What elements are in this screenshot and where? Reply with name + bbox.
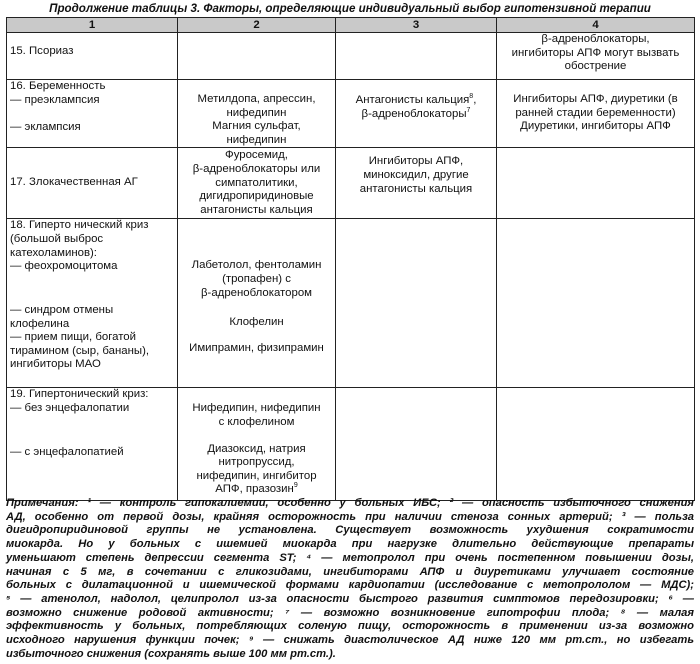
- table-caption: Продолжение таблицы 3. Факторы, определяющие индивидуальный выбор гипотензивной терапии: [49, 2, 651, 15]
- header-row: [7, 18, 695, 33]
- cell-possible: [336, 388, 497, 501]
- column-header: 1: [7, 18, 178, 33]
- note-line: дигидропиридиновой группы не установлена. Существует возможность ухудшения сократимости: [6, 524, 694, 537]
- cell-recommended: Метилдопа, апрессин, нифедипин Магния сульфат, нифедипин: [178, 80, 336, 148]
- note-line: избыточного снижения (сохранять выше 100 мм рт.ст.).: [6, 647, 336, 660]
- table-row: [7, 80, 695, 148]
- note-line: АД, особенно от первой дозы, крайняя осторожность при наличии стеноза сонных артерий; ³ — польза: [6, 510, 694, 523]
- cell-possible: Антагонисты кальция$^8$, β-адреноблокаторы$^7$: [336, 80, 497, 148]
- cell-factor: 18. Гиперто нический криз (большой выброс катехоламинов): — феохромоцитома — синдром отмены клофелина — прием пищи, богатой тирамином (сыр, бананы), ингибиторы МАО: [7, 219, 178, 388]
- note-line: Примечания: ¹ — контроль гипокалиемии, особенно у больных ИБС; ² — опасность избыточного снижения: [6, 497, 694, 509]
- factors-table: [6, 17, 695, 501]
- table-row: [7, 219, 695, 388]
- table-notes: [6, 497, 694, 661]
- cell-possible: [336, 33, 497, 80]
- column-header: 4: [497, 18, 695, 33]
- cell-recommended: Лабетолол, фентоламин (тропафен) с β-адреноблокатором Клофелин Имипрамин, физипрамин: [178, 219, 336, 388]
- cell-recommended: Нифедипин, нифедипин с клофелином Диазоксид, натрия нитропруссид, нифедипин, ингибитор АПФ, празозин$^9$: [178, 388, 336, 501]
- note-line: ⁵ — атенолол, надолол, целипролол из-за опасности быстрого развития симптомов передозировки; ⁶ —: [6, 592, 694, 605]
- cell-recommended: Фуросемид, β-адреноблокаторы или симпатолитики, дигидропиридиновые антагонисты кальция: [178, 148, 336, 219]
- cell-contraindicated: [497, 148, 695, 219]
- cell-recommended: [178, 33, 336, 80]
- note-line: уменьшают степень депрессии сегмента ST; ⁴ — метопролол при очень постепенном повышении дозы,: [6, 551, 694, 564]
- table-row: [7, 33, 695, 80]
- note-line: больных с дилатационной и ишемической формами кардиопатии (исследование с метопрололом — МДС);: [6, 579, 694, 592]
- cell-possible: Ингибиторы АПФ, миноксидил, другие антагонисты кальция: [336, 148, 497, 219]
- cell-contraindicated: [497, 219, 695, 388]
- cell-contraindicated: Ингибиторы АПФ, диуретики (в ранней стадии беременности) Диуретики, ингибиторы АПФ: [497, 80, 695, 148]
- table-row: [7, 388, 695, 501]
- note-line: возможно снижение родовой активности; ⁷ — возможно возникновение гипотрофии плода; ⁸ — малая: [6, 606, 694, 619]
- note-line: начиная с 5 мг, в сочетании с гликозидами, ингибиторами АПФ и диуретиками улучшает состояние: [6, 565, 694, 578]
- column-header: 2: [178, 18, 336, 33]
- cell-factor: 15. Псориаз: [7, 33, 178, 80]
- cell-contraindicated: β-адреноблокаторы, ингибиторы АПФ могут вызвать обострение: [497, 33, 695, 80]
- cell-possible: [336, 219, 497, 388]
- note-line: миокарда. Но у больных с ишемией миокарда при нагрузке длительно действующие препараты: [6, 538, 694, 551]
- note-line: эффективность у больных, потребляющих соленую пищу, осторожность в применении из-за возможно: [6, 620, 694, 633]
- cell-contraindicated: [497, 388, 695, 501]
- column-header: 3: [336, 18, 497, 33]
- note-line: исходного нарушения функции почек; ⁹ — снижать диастолическое АД ниже 120 мм рт.ст., но избегать: [6, 634, 694, 647]
- cell-factor: 17. Злокачественная АГ: [7, 148, 178, 219]
- cell-factor: 16. Беременность — преэклампсия — эклампсия: [7, 80, 178, 148]
- cell-factor: 19. Гипертонический криз: — без энцефалопатии — с энцефалопатией: [7, 388, 178, 501]
- table-row: [7, 148, 695, 219]
